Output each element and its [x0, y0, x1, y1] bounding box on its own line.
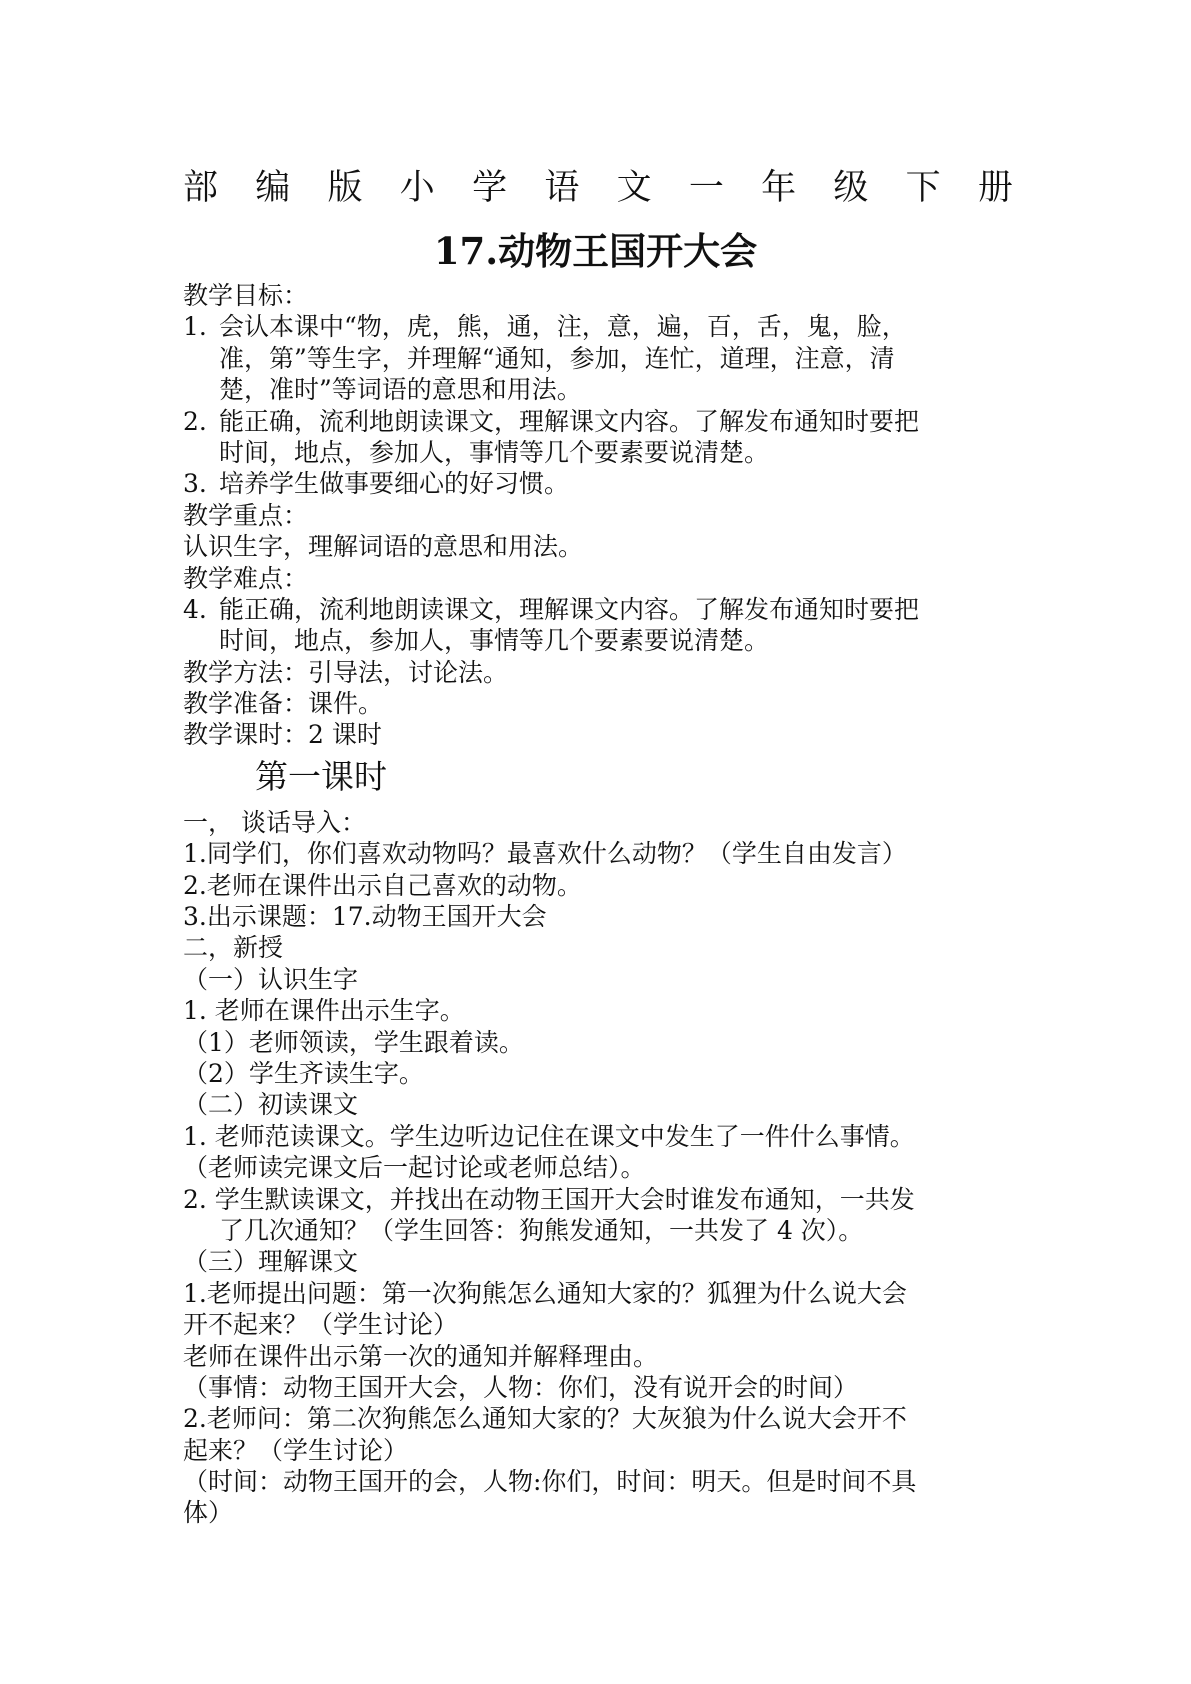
body-line: 一， 谈话导入：: [183, 807, 366, 837]
header-char: 版: [327, 168, 363, 208]
body-line: 起来？（学生讨论）: [183, 1435, 409, 1465]
teaching-preparation: 教学准备：课件。: [183, 689, 384, 719]
objective-3-line-1: [183, 468, 1013, 499]
objective-1-line-2: 准，第”等生字，并理解“通知，参加，连忙，道理，注意，清: [219, 343, 895, 373]
lesson-content: [183, 280, 1013, 1529]
body-line: 1.老师提出问题：第一次狗熊怎么通知大家的？狐狸为什么说大会: [183, 1278, 907, 1308]
difficulty-text: 能正确，流利地朗读课文，理解课文内容。了解发布通知时要把: [219, 594, 920, 624]
objective-1-line-1: [183, 311, 1013, 342]
body-line: （三）理解课文: [183, 1247, 359, 1277]
header-char: 册: [977, 168, 1013, 208]
header-char: 文: [616, 168, 652, 208]
list-number: 4.: [183, 594, 207, 624]
header-char: 编: [255, 168, 291, 208]
objective-text: 能正确，流利地朗读课文，理解课文内容。了解发布通知时要把: [219, 406, 920, 436]
key-points-text: 认识生字，理解词语的意思和用法。: [183, 532, 584, 562]
objective-text: 会认本课中“物，虎，熊，通，注，意，遍，百，舌，鬼，脸，: [219, 312, 907, 342]
teaching-hours: 教学课时：2 课时: [183, 720, 382, 750]
body-line: 2.老师问：第二次狗熊怎么通知大家的？大灰狼为什么说大会开不: [183, 1404, 907, 1434]
body-line: （一）认识生字: [183, 964, 359, 994]
body-line: 体）: [183, 1498, 234, 1528]
body-line: 2. 学生默读课文，并找出在动物王国开大会时谁发布通知，一共发: [183, 1184, 915, 1214]
body-line: （1）老师领读，学生跟着读。: [183, 1027, 524, 1057]
body-line: 2.老师在课件出示自己喜欢的动物。: [183, 870, 582, 900]
key-points-label: 教学重点：: [183, 500, 309, 530]
objective-2-line-2: 时间，地点，参加人，事情等几个要素要说清楚。: [219, 437, 770, 467]
objective-2-line-1: [183, 406, 1013, 437]
header-char: 下: [905, 168, 941, 208]
body-line: 3.出示课题：17.动物王国开大会: [183, 902, 547, 932]
body-line: 1. 老师范读课文。学生边听边记住在课文中发生了一件什么事情。: [183, 1121, 915, 1151]
header-char: 一: [688, 168, 724, 208]
header-grade-book: [183, 166, 1013, 210]
body-line: 二，新授: [183, 933, 284, 963]
header-char: 学: [472, 168, 508, 208]
header-char: 部: [183, 168, 219, 208]
list-number: 1.: [183, 312, 207, 342]
difficulties-label: 教学难点：: [183, 563, 309, 593]
objectives-label: 教学目标：: [183, 281, 309, 310]
body-line: （老师读完课文后一起讨论或老师总结）。: [183, 1153, 646, 1183]
body-line: （二）初读课文: [183, 1090, 359, 1120]
list-number: 3.: [183, 469, 207, 499]
body-line: 1. 老师在课件出示生字。: [183, 996, 465, 1026]
teaching-method: 教学方法：引导法，讨论法。: [183, 657, 509, 687]
objective-1-line-3: 楚，准时”等词语的意思和用法。: [219, 375, 582, 405]
header-char: 年: [761, 168, 797, 208]
header-char: 语: [544, 168, 580, 208]
body-line: 1.同学们，你们喜欢动物吗？最喜欢什么动物？（学生自由发言）: [183, 839, 907, 869]
difficulty-line-2: 时间，地点，参加人，事情等几个要素要说清楚。: [219, 626, 770, 656]
list-number: 2.: [183, 406, 207, 436]
lesson-title: 17.动物王国开大会: [433, 229, 758, 273]
body-line: 老师在课件出示第一次的通知并解释理由。: [183, 1341, 659, 1371]
difficulty-line-1: [183, 594, 1013, 625]
header-char: 小: [399, 168, 435, 208]
body-line: 了几次通知？（学生回答：狗熊发通知，一共发了 4 次）。: [219, 1215, 864, 1245]
header-char: 级: [833, 168, 869, 208]
body-line: （2）学生齐读生字。: [183, 1058, 424, 1088]
body-line: （时间：动物王国开的会，人物:你们，时间：明天。但是时间不具: [183, 1467, 917, 1497]
objective-text: 培养学生做事要细心的好习惯。: [219, 469, 570, 499]
lesson-section-title: 第一课时: [255, 756, 387, 796]
body-line: 开不起来？（学生讨论）: [183, 1310, 459, 1340]
body-line: （事情：动物王国开大会，人物：你们，没有说开会的时间）: [183, 1372, 859, 1402]
